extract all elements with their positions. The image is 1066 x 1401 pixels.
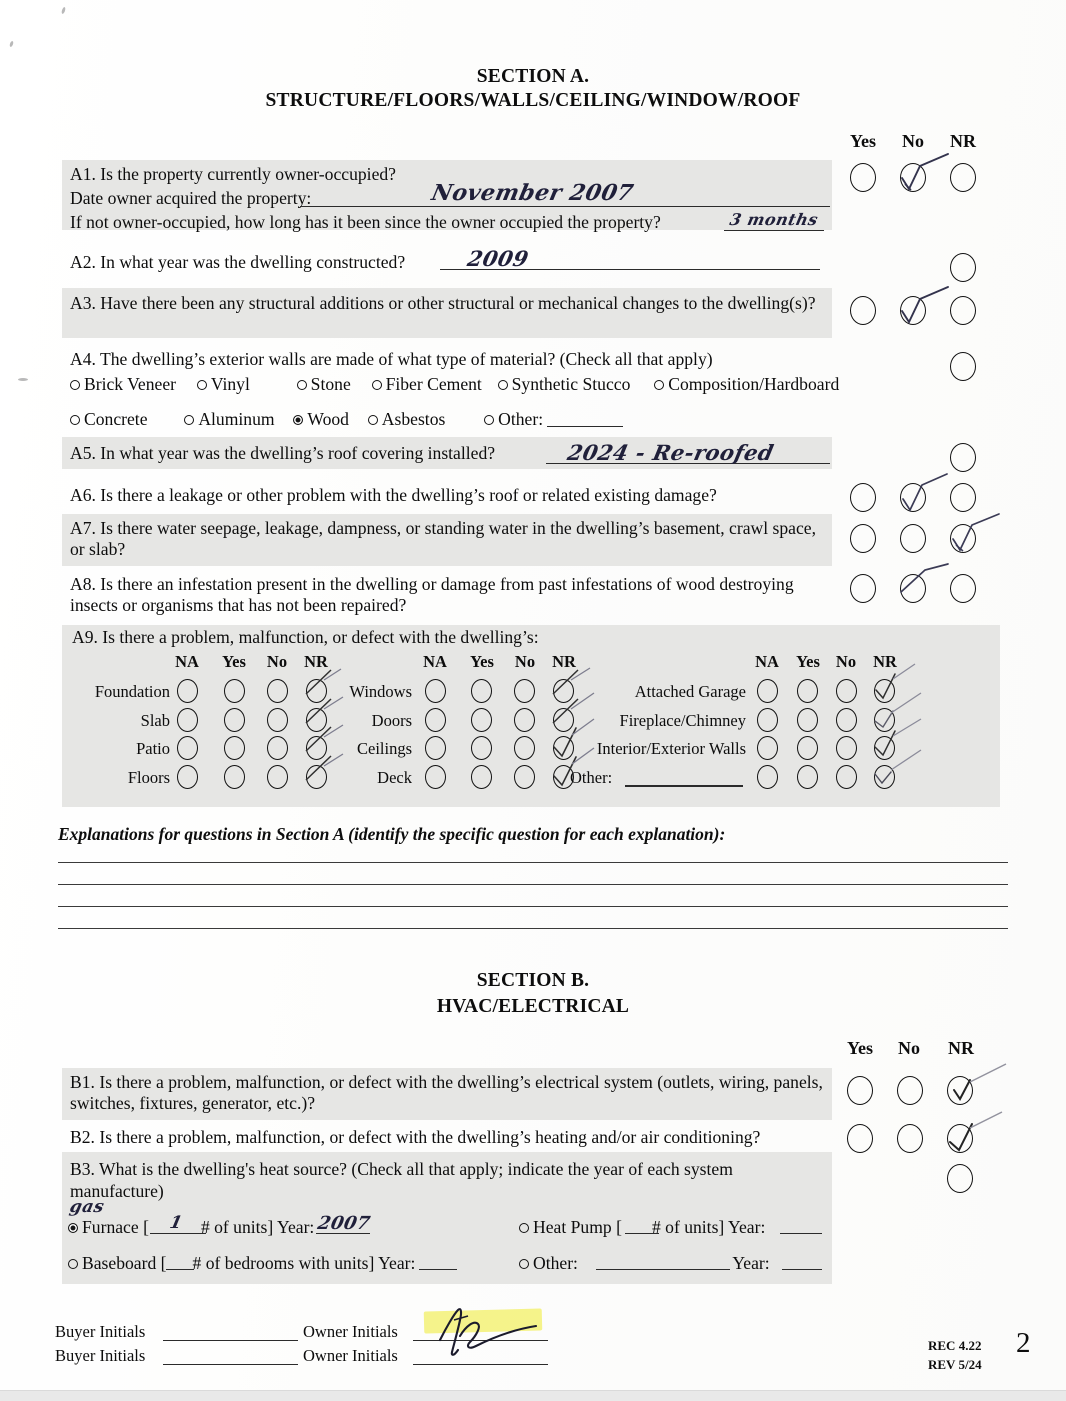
a9-row-label: Other: bbox=[570, 768, 613, 787]
b3-baseboard-year-rule[interactable] bbox=[419, 1269, 457, 1270]
option-wood[interactable]: Wood bbox=[293, 409, 349, 429]
question-a5-value: 2024 - Re-roofed bbox=[565, 440, 777, 465]
checkbox-icon[interactable] bbox=[70, 415, 80, 425]
b3-other-year-rule[interactable] bbox=[782, 1269, 822, 1270]
a9-fireplace-chimney-na[interactable] bbox=[757, 708, 778, 732]
a9-row-label: Patio bbox=[136, 739, 170, 758]
checkbox-icon[interactable] bbox=[519, 1223, 529, 1233]
a9-windows-no[interactable] bbox=[514, 679, 535, 703]
question-b1-radio-no[interactable] bbox=[897, 1076, 923, 1105]
checkbox-icon[interactable] bbox=[68, 1259, 78, 1269]
option-other[interactable]: Other: bbox=[484, 409, 543, 429]
explanation-line[interactable] bbox=[58, 884, 1008, 885]
form-code: REC 4.22 bbox=[928, 1338, 982, 1353]
a9-row-label: Interior/Exterior Walls bbox=[596, 739, 746, 758]
b3-heat-pump-units-rule[interactable] bbox=[625, 1233, 659, 1234]
question-a7-text: A7. Is there water seepage, leakage, dampness, or standing water in the dwelling’s basement, crawl space, or slab? bbox=[70, 518, 816, 560]
question-a1-radio-yes[interactable] bbox=[850, 163, 876, 192]
a9-g3-col-na: NA bbox=[755, 652, 779, 671]
a9-row-label: Deck bbox=[377, 768, 412, 787]
checkbox-icon[interactable] bbox=[297, 380, 307, 390]
question-b1-radio-yes[interactable] bbox=[847, 1076, 873, 1105]
a9-ceilings-na[interactable] bbox=[425, 736, 446, 760]
question-a4-text: A4. The dwelling’s exterior walls are made of what type of material? (Check all that apply) bbox=[70, 349, 713, 369]
a9-doors-yes[interactable] bbox=[471, 708, 492, 732]
question-a8-radio-yes[interactable] bbox=[850, 574, 876, 603]
a9-row-label: Ceilings bbox=[356, 739, 412, 758]
checkbox-icon[interactable] bbox=[372, 380, 382, 390]
a9-floors-nr[interactable] bbox=[306, 765, 327, 789]
question-a3-radio-no[interactable] bbox=[900, 296, 926, 325]
a9-attached-garage-yes[interactable] bbox=[797, 679, 818, 703]
owner-initials-label-2: Owner Initials bbox=[303, 1346, 398, 1365]
question-a3-radio-yes[interactable] bbox=[850, 296, 876, 325]
question-b2-radio-no[interactable] bbox=[897, 1124, 923, 1153]
question-a1-duration-rule bbox=[724, 230, 824, 231]
owner-initials-rule-2[interactable] bbox=[413, 1364, 548, 1365]
b3-furnace-year-value: 2007 bbox=[315, 1213, 373, 1234]
b3-other-text-rule[interactable] bbox=[596, 1269, 730, 1270]
section-a-heading-line1: SECTION A. bbox=[476, 66, 590, 87]
a9-floors-na[interactable] bbox=[177, 765, 198, 789]
a9-attached-garage-na[interactable] bbox=[757, 679, 778, 703]
question-a6-radio-nr[interactable] bbox=[950, 483, 976, 512]
form-revision: REV 5/24 bbox=[928, 1357, 982, 1372]
a9-interior-exterior-walls-na[interactable] bbox=[757, 736, 778, 760]
question-b1-text: B1. Is there a problem, malfunction, or defect with the dwelling’s electrical system (outlets, wiring, panels, switches, fixtures, generator, etc.)? bbox=[70, 1072, 823, 1114]
a9-row-label: Attached Garage bbox=[634, 682, 746, 701]
question-a3-text: A3. Have there been any structural additions or other structural or mechanical changes to the dwelling(s)? bbox=[70, 293, 816, 313]
question-a8-text: A8. Is there an infestation present in the dwelling or damage from past infestations of wood destroying insects or organisms that has not been repaired? bbox=[70, 574, 794, 616]
buyer-initials-label-1: Buyer Initials bbox=[55, 1322, 146, 1341]
a9-attached-garage-no[interactable] bbox=[836, 679, 857, 703]
checkbox-icon[interactable] bbox=[654, 380, 664, 390]
a9-foundation-no[interactable] bbox=[267, 679, 288, 703]
b3-heat-pump-year-rule[interactable] bbox=[780, 1233, 822, 1234]
a9-interior-exterior-walls-nr[interactable] bbox=[874, 736, 895, 760]
question-a8-radio-nr[interactable] bbox=[950, 574, 976, 603]
checkbox-icon[interactable] bbox=[368, 415, 378, 425]
question-a3-radio-nr[interactable] bbox=[950, 296, 976, 325]
option-synthetic-stucco[interactable]: Synthetic Stucco bbox=[498, 374, 631, 394]
question-a7-radio-nr[interactable] bbox=[950, 524, 976, 553]
a9-g2-col-no: No bbox=[514, 652, 536, 671]
explanation-line[interactable] bbox=[58, 928, 1008, 929]
option-composition-hardboard[interactable]: Composition/Hardboard bbox=[654, 374, 839, 394]
a9-fireplace-chimney-nr[interactable] bbox=[874, 708, 895, 732]
question-a1-radio-nr[interactable] bbox=[950, 163, 976, 192]
question-a5-radio-nr[interactable] bbox=[950, 443, 976, 472]
question-b3-text: B3. What is the dwelling's heat source? (Check all that apply; indicate the year of each system manufacture) bbox=[70, 1159, 733, 1202]
question-a2-radio-nr[interactable] bbox=[950, 253, 976, 282]
option-concrete[interactable]: Concrete bbox=[70, 409, 148, 429]
b3-option-furnace[interactable]: Furnace [ # of units] Year: bbox=[68, 1216, 314, 1239]
question-a2-text: A2. In what year was the dwelling constructed? bbox=[70, 252, 406, 272]
a9-g2-col-na: NA bbox=[423, 652, 447, 671]
page-bottom-edge bbox=[0, 1390, 1066, 1401]
section-a-col-no: No bbox=[902, 131, 924, 151]
a9-foundation-na[interactable] bbox=[177, 679, 198, 703]
checkbox-icon[interactable] bbox=[70, 380, 80, 390]
b3-furnace-units-value: 1 bbox=[167, 1213, 185, 1233]
owner-initials-rule-1[interactable] bbox=[413, 1340, 548, 1341]
section-a-heading-line2: STRUCTURE/FLOORS/WALLS/CEILING/WINDOW/ROOF bbox=[265, 90, 801, 111]
question-a6-text: A6. Is there a leakage or other problem with the dwelling’s roof or related existing damage? bbox=[70, 485, 717, 505]
a9-ceilings-no[interactable] bbox=[514, 736, 535, 760]
a9-row-label: Foundation bbox=[94, 682, 170, 701]
question-b1-radio-nr[interactable] bbox=[947, 1076, 973, 1105]
checkbox-checked-icon[interactable] bbox=[293, 415, 303, 425]
a9-patio-na[interactable] bbox=[177, 736, 198, 760]
a9-g1-col-na: NA bbox=[175, 652, 199, 671]
section-b-col-nr: NR bbox=[948, 1038, 974, 1058]
section-b-heading-line2: HVAC/ELECTRICAL bbox=[436, 996, 630, 1017]
a9-other-rule bbox=[625, 785, 743, 787]
question-a1-radio-no[interactable] bbox=[900, 163, 926, 192]
b3-option-heat-pump[interactable]: Heat Pump [ # of units] Year: bbox=[519, 1216, 765, 1239]
buyer-initials-rule-2[interactable] bbox=[163, 1364, 298, 1365]
a9-windows-na[interactable] bbox=[425, 679, 446, 703]
question-a7-radio-yes[interactable] bbox=[850, 524, 876, 553]
option-aluminum[interactable]: Aluminum bbox=[184, 409, 274, 429]
option-vinyl[interactable]: Vinyl bbox=[197, 374, 250, 394]
option-asbestos[interactable]: Asbestos bbox=[368, 409, 446, 429]
checkbox-icon[interactable] bbox=[184, 415, 194, 425]
a9-slab-yes[interactable] bbox=[224, 708, 245, 732]
question-a5-text: A5. In what year was the dwelling’s roof covering installed? bbox=[70, 443, 496, 463]
a9-foundation-yes[interactable] bbox=[224, 679, 245, 703]
option-fiber-cement[interactable]: Fiber Cement bbox=[372, 374, 482, 394]
a9-foundation-nr[interactable] bbox=[306, 679, 327, 703]
explanation-line[interactable] bbox=[58, 906, 1008, 907]
a9-patio-yes[interactable] bbox=[224, 736, 245, 760]
section-b-heading-line1: SECTION B. bbox=[476, 970, 590, 991]
a9-row-label: Doors bbox=[371, 711, 412, 730]
a9-g1-col-nr: NR bbox=[304, 652, 328, 671]
a9-deck-no[interactable] bbox=[514, 765, 535, 789]
question-a6-radio-no[interactable] bbox=[900, 483, 926, 512]
explanations-title: Explanations for questions in Section A (identify the specific question for each explanation): bbox=[58, 824, 726, 844]
a9-g2-col-nr: NR bbox=[552, 652, 576, 671]
a9-patio-nr[interactable] bbox=[306, 736, 327, 760]
b3-baseboard-units-rule[interactable] bbox=[166, 1269, 194, 1270]
signature-highlight bbox=[424, 1308, 543, 1333]
question-a1-duration-value: 3 months bbox=[727, 210, 820, 229]
section-b-col-yes: Yes bbox=[847, 1038, 873, 1058]
question-a4-options-row1 bbox=[70, 373, 850, 396]
a9-row-label: Windows bbox=[349, 682, 412, 701]
buyer-initials-label-2: Buyer Initials bbox=[55, 1346, 146, 1365]
question-a1-line2-label: Date owner acquired the property: bbox=[70, 188, 312, 208]
question-a1-line1: A1. Is the property currently owner-occupied? bbox=[70, 164, 396, 184]
question-a4-options-row2 bbox=[70, 408, 850, 431]
b3-option-baseboard[interactable]: Baseboard [ # of bedrooms with units] Year: bbox=[68, 1252, 415, 1275]
question-a7-radio-no[interactable] bbox=[900, 524, 926, 553]
question-b2-radio-nr[interactable] bbox=[947, 1124, 973, 1153]
a9-deck-yes[interactable] bbox=[471, 765, 492, 789]
checkbox-checked-icon[interactable] bbox=[68, 1223, 78, 1233]
a9-row-label: Slab bbox=[140, 711, 170, 730]
b3-furnace-units-rule[interactable] bbox=[150, 1233, 206, 1234]
a9-slab-na[interactable] bbox=[177, 708, 198, 732]
b3-furnace-annotation: gas bbox=[67, 1197, 107, 1217]
question-a4-radio-nr[interactable] bbox=[950, 352, 976, 381]
a9-doors-na[interactable] bbox=[425, 708, 446, 732]
a9-other-yes[interactable] bbox=[797, 765, 818, 789]
a9-patio-no[interactable] bbox=[267, 736, 288, 760]
a9-fireplace-chimney-no[interactable] bbox=[836, 708, 857, 732]
option-stone[interactable]: Stone bbox=[297, 374, 351, 394]
a9-interior-exterior-walls-no[interactable] bbox=[836, 736, 857, 760]
a9-interior-exterior-walls-yes[interactable] bbox=[797, 736, 818, 760]
checkbox-icon[interactable] bbox=[197, 380, 207, 390]
checkbox-icon[interactable] bbox=[519, 1259, 529, 1269]
explanation-line[interactable] bbox=[58, 862, 1008, 863]
option-brick-veneer[interactable]: Brick Veneer bbox=[70, 374, 176, 394]
section-a-col-yes: Yes bbox=[850, 131, 876, 151]
a9-doors-no[interactable] bbox=[514, 708, 535, 732]
b3-option-other[interactable]: Other: Year: bbox=[519, 1252, 770, 1275]
scan-speck bbox=[18, 378, 28, 381]
question-b2-text: B2. Is there a problem, malfunction, or defect with the dwelling’s heating and/or air conditioning? bbox=[70, 1127, 761, 1147]
question-a2-value: 2009 bbox=[465, 246, 532, 271]
a9-other-no[interactable] bbox=[836, 765, 857, 789]
a9-g1-col-yes: Yes bbox=[222, 652, 246, 671]
a9-row-label: Fireplace/Chimney bbox=[619, 711, 746, 730]
question-b3-radio-nr[interactable] bbox=[947, 1164, 973, 1193]
question-b2-radio-yes[interactable] bbox=[847, 1124, 873, 1153]
question-a8-radio-no[interactable] bbox=[900, 574, 926, 603]
a9-floors-no[interactable] bbox=[267, 765, 288, 789]
a9-attached-garage-nr[interactable] bbox=[874, 679, 895, 703]
owner-initials-label-1: Owner Initials bbox=[303, 1322, 398, 1341]
a9-g3-col-nr: NR bbox=[873, 652, 897, 671]
a9-slab-no[interactable] bbox=[267, 708, 288, 732]
section-a-col-nr: NR bbox=[950, 131, 976, 151]
a9-g1-col-no: No bbox=[266, 652, 288, 671]
question-a9-prompt: A9. Is there a problem, malfunction, or defect with the dwelling’s: bbox=[72, 627, 539, 647]
a9-ceilings-yes[interactable] bbox=[471, 736, 492, 760]
checkbox-icon[interactable] bbox=[484, 415, 494, 425]
a9-floors-yes[interactable] bbox=[224, 765, 245, 789]
question-a4-other-rule bbox=[547, 426, 623, 427]
question-a1-date-rule bbox=[300, 206, 830, 207]
question-a1-line3-label: If not owner-occupied, how long has it been since the owner occupied the property? bbox=[70, 212, 661, 232]
a9-deck-na[interactable] bbox=[425, 765, 446, 789]
a9-g2-col-yes: Yes bbox=[470, 652, 494, 671]
a9-fireplace-chimney-yes[interactable] bbox=[797, 708, 818, 732]
question-a6-radio-yes[interactable] bbox=[850, 483, 876, 512]
a9-windows-yes[interactable] bbox=[471, 679, 492, 703]
section-b-col-no: No bbox=[898, 1038, 920, 1058]
question-a1-date-value: November 2007 bbox=[429, 180, 636, 206]
buyer-initials-rule-1[interactable] bbox=[163, 1340, 298, 1341]
a9-g3-col-yes: Yes bbox=[796, 652, 820, 671]
a9-g3-col-no: No bbox=[835, 652, 857, 671]
a9-other-na[interactable] bbox=[757, 765, 778, 789]
a9-row-label: Floors bbox=[127, 768, 170, 787]
a9-other-nr[interactable] bbox=[874, 765, 895, 789]
checkbox-icon[interactable] bbox=[498, 380, 508, 390]
page-number: 2 bbox=[1016, 1327, 1031, 1359]
a9-slab-nr[interactable] bbox=[306, 708, 327, 732]
